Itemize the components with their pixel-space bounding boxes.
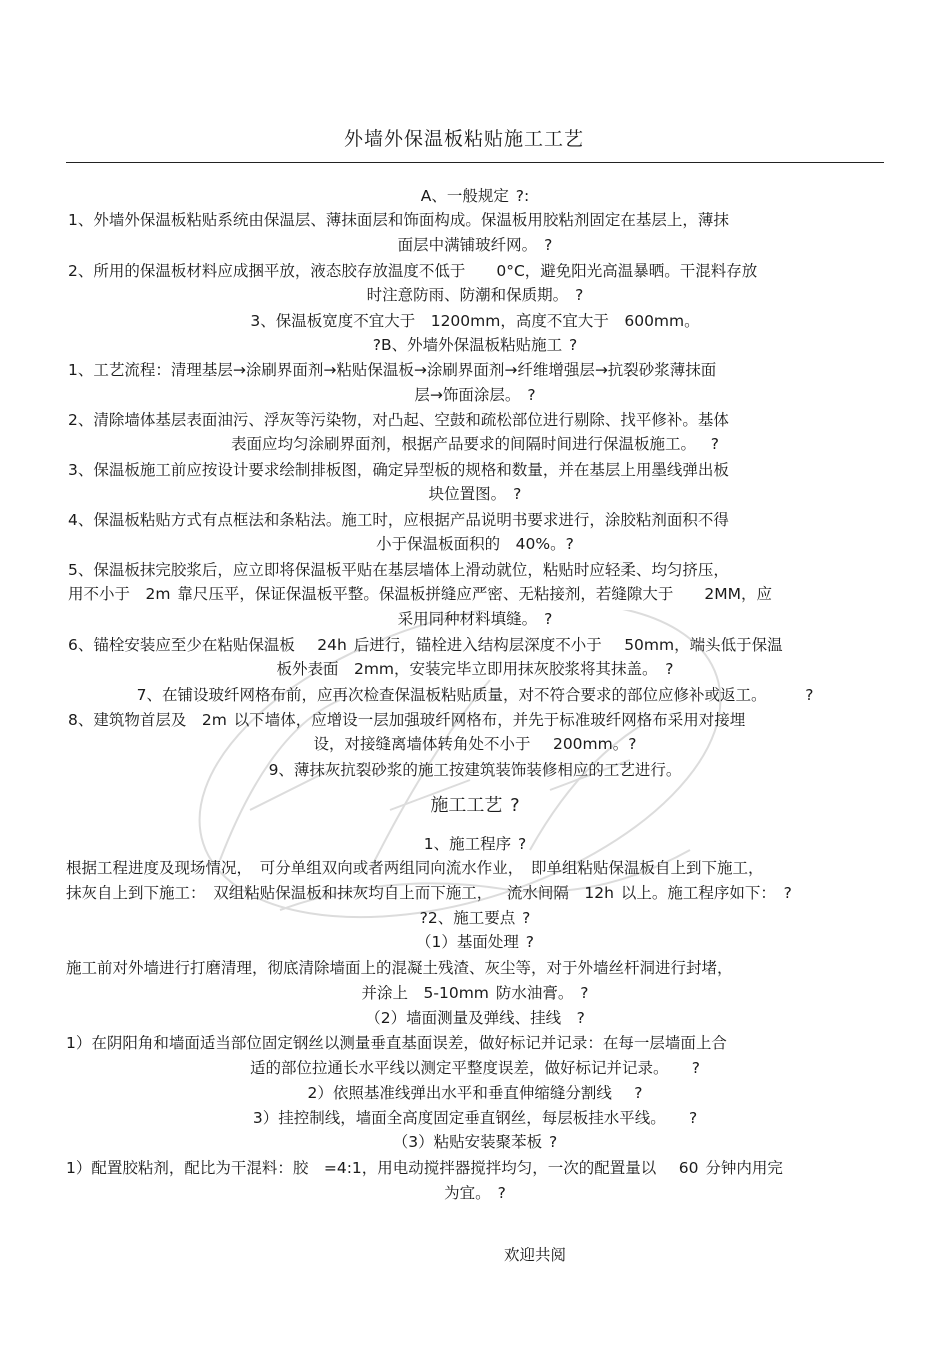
paragraph-line: 3）挂控制线，墙面全高度固定垂直钢丝，每层板挂水平线。 ?	[252, 1109, 698, 1127]
paragraph-line: 层→饰面涂层。 ?	[414, 386, 536, 404]
paragraph-line: 板外表面 2mm，安装完毕立即用抹灰胶浆将其抹盖。 ?	[276, 660, 674, 678]
paragraph-line: 7、在铺设玻纤网格布前，应再次检查保温板粘贴质量，对不符合要求的部位应修补或返工。 ?	[136, 686, 814, 704]
paragraph-line: 采用同种材料填缝。 ?	[397, 610, 553, 628]
paragraph-line: 设，对接缝离墙体转角处不小于 200mm。?	[313, 735, 637, 753]
paragraph-line: 1、外墙外保温板粘贴系统由保温层、薄抹面层和饰面构成。保温板用胶粘剂固定在基层上，薄抹	[68, 211, 729, 229]
paragraph-line: 5、保温板抹完胶浆后，应立即将保温板平贴在基层墙体上滑动就位，粘贴时应轻柔、均匀挤压，	[68, 561, 729, 579]
paragraph-line: 9、薄抹灰抗裂砂浆的施工按建筑装饰装修相应的工艺进行。	[268, 761, 682, 779]
paragraph-line: 1）配置胶粘剂，配比为干混料：胶 =4:1，用电动搅拌器搅拌均匀，一次的配置量以 60 分钟内用完	[66, 1159, 783, 1177]
subsection-heading: （3）粘贴安装聚苯板 ?	[392, 1133, 558, 1151]
paragraph-line: 8、建筑物首层及 2m 以下墙体，应增设一层加强玻纤网格布，并先于标准玻纤网格布采用对接埋	[68, 711, 746, 729]
subsection-heading: 1、施工程序 ?	[423, 835, 527, 853]
paragraph-line: 为宜。 ?	[444, 1184, 506, 1202]
paragraph-line: 1）在阴阳角和墙面适当部位固定钢丝以测量垂直基面误差，做好标记并记录：在每一层墙面上合	[66, 1034, 727, 1052]
subsection-heading: ?2、施工要点 ?	[419, 909, 531, 927]
document-title: 外墙外保温板粘贴施工工艺	[343, 128, 584, 150]
title-divider	[66, 162, 884, 163]
paragraph-line: 2、清除墙体基层表面油污、浮灰等污染物，对凸起、空鼓和疏松部位进行剔除、找平修补。基体	[68, 411, 729, 429]
paragraph-line: 适的部位拉通长水平线以测定平整度误差，做好标记并记录。 ?	[250, 1059, 700, 1077]
paragraph-line: 面层中满铺玻纤网。 ?	[397, 236, 553, 254]
paragraph-line: 施工前对外墙进行打磨清理，彻底清除墙面上的混凝土残渣、灰尘等，对于外墙丝杆洞进行封堵，	[66, 959, 733, 977]
paragraph-line: 6、锚栓安装应至少在粘贴保温板 24h 后进行，锚栓进入结构层深度不小于 50mm，端头低于保温	[68, 636, 783, 654]
paragraph-line: 4、保温板粘贴方式有点框法和条粘法。施工时，应根据产品说明书要求进行，涂胶粘剂面积不得	[68, 511, 729, 529]
subsection-heading: （1）基面处理 ?	[415, 933, 535, 951]
paragraph-line: 3、保温板施工前应按设计要求绘制排板图，确定异型板的规格和数量，并在基层上用墨线弹出板	[68, 461, 729, 479]
section-b-heading: ?B、外墙外保温板粘贴施工 ?	[372, 336, 578, 354]
paragraph-line: 2）依照基准线弹出水平和垂直伸缩缝分割线 ?	[307, 1084, 643, 1102]
paragraph-line: 抹灰自上到下施工： 双组粘贴保温板和抹灰均自上而下施工， 流水间隔 12h 以上。施工程序如下： ?	[66, 884, 792, 902]
paragraph-line: 时注意防雨、防潮和保质期。 ?	[366, 286, 584, 304]
section-construction-heading: 施工工艺 ?	[430, 795, 520, 816]
page-footer: 欢迎共阅	[504, 1246, 567, 1264]
paragraph-line: 1、工艺流程：清理基层→涂刷界面剂→粘贴保温板→涂刷界面剂→纤维增强层→抗裂砂浆薄抹面	[68, 361, 717, 379]
paragraph-line: 3、保温板宽度不宜大于 1200mm，高度不宜大于 600mm。	[250, 312, 700, 330]
paragraph-line: 用不小于 2m 靠尺压平，保证保温板平整。保温板拼缝应严密、无粘接剂，若缝隙大于 2MM，应	[68, 585, 772, 603]
subsection-heading: （2）墙面测量及弹线、挂线 ?	[365, 1009, 585, 1027]
paragraph-line: 表面应均匀涂刷界面剂，根据产品要求的间隔时间进行保温板施工。 ?	[231, 435, 719, 453]
paragraph-line: 2、所用的保温板材料应成捆平放，液态胶存放温度不低于 0°C，避免阳光高温暴晒。干混料存放	[68, 262, 758, 280]
section-a-heading: A、一般规定 ?:	[420, 187, 530, 205]
paragraph-line: 并涂上 5-10mm 防水油膏。 ?	[361, 984, 589, 1002]
paragraph-line: 块位置图。 ?	[428, 485, 522, 503]
paragraph-line: 小于保温板面积的 40%。?	[376, 535, 574, 553]
paragraph-line: 根据工程进度及现场情况， 可分单组双向或者两组同向流水作业， 即单组粘贴保温板自上到下施工，	[66, 859, 764, 877]
